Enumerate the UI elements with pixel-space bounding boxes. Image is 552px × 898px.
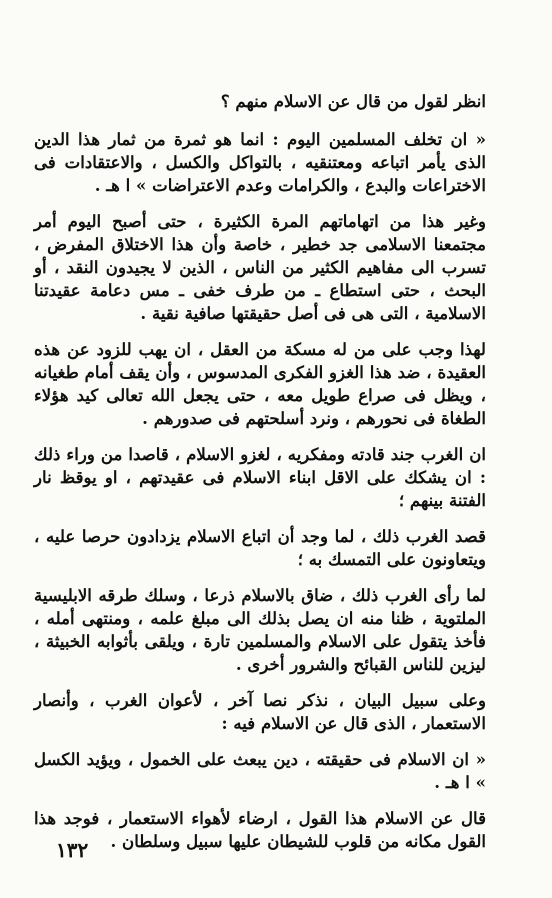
paragraph-west-intent: قصد الغرب ذلك ، لما وجد أن اتباع الاسلام يزدادون حرصا عليه ، ويتعاونون على التمسك به ؛	[34, 526, 486, 569]
page-number: ١٣٢	[56, 838, 89, 862]
paragraph-conclusion: قال عن الاسلام هذا القول ، ارضاء لأهواء الاستعمار ، فوجد هذا القول مكانه من قلوب للشيطان عليها سبيل وسلطان .	[34, 808, 486, 851]
paragraph-defense: لهذا وجب على من له مسكة من العقل ، ان يهب للزود عن هذه العقيدة ، ضد هذا الغزو الفكرى المدسوس ، وأن يقف أمام طغيانه ، ويظل فى صراع طويل معه ، حتى يجعل الله تعالى كيد هؤلاء الطغاة فى نحورهم ، ونرد أسلحتهم فى صدورهم .	[34, 339, 486, 428]
paragraph-another-text: وعلى سبيل البيان ، نذكر نصا آخر ، لأعوان الغرب ، وأنصار الاستعمار ، الذى قال عن الاسلام فيه :	[34, 690, 486, 733]
body-text	[34, 90, 486, 866]
paragraph-quote-1: « ان تخلف المسلمين اليوم : انما هو ثمرة من ثمار هذا الدين الذى يأمر اتباعه ومعتنقيه ، بالتواكل والكسل ، والاعتقادات فى الاختراعات والبدع ، والكرامات وعدم الاعتراضات » ا هـ .	[34, 129, 486, 195]
paragraph-question: انظر لقول من قال عن الاسلام منهم ؟	[220, 91, 486, 111]
paragraph-accusations: وغير هذا من اتهاماتهم المرة الكثيرة ، حتى أصبح اليوم أمر مجتمعنا الاسلامى جد خطير ، خاصة وأن هذا الاختلاق المفرض ، تسرب الى مفاهيم الكثير من الناس ، الذين لا يجيدون النقد ، أو البحث ، حتى استطاع ـ من طرف خفى ـ مس دعامة عقيدتنا الاسلامية ، التى هى فى أصل حقيقتها صافية نقية .	[34, 211, 486, 323]
paragraph-west-methods: لما رأى الغرب ذلك ، ضاق بالاسلام ذرعا ، وسلك طرقه الابليسية الملتوية ، ظنا منه ان يصل بذلك الى مبلغ علمه ، ومنتهى أمله ، فأخذ يتقول على الاسلام والمسلمين تارة ، ويلقى بأثوابه الخبيثة ، ليزين للناس القبائح والشرور أخرى .	[34, 585, 486, 674]
paragraph-west-campaign: ان الغرب جند قادته ومفكريه ، لغزو الاسلام ، قاصدا من وراء ذلك : ان يشكك على الاقل ابناء الاسلام فى عقيدتهم ، او يوقظ نار الفتنة بينهم ؛	[34, 444, 486, 510]
paragraph-quote-2: « ان الاسلام فى حقيقته ، دين يبعث على الخمول ، ويؤيد الكسل » ا هـ .	[34, 749, 486, 792]
